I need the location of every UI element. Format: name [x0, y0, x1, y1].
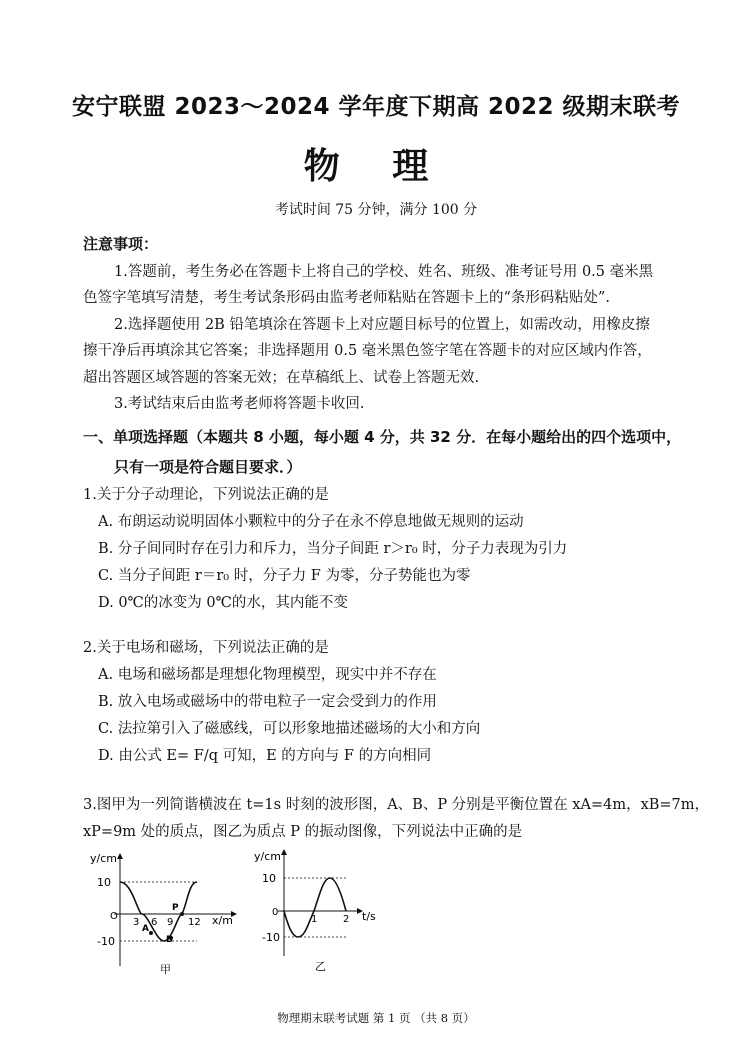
- wave-curve: [120, 882, 197, 941]
- point-a-label: A: [142, 924, 149, 934]
- notes-heading: 注意事项：: [83, 235, 159, 253]
- y-tick-max: 10: [262, 872, 276, 885]
- exam-title: 安宁联盟 2023～2024 学年度下期高 2022 级期末联考: [71, 94, 681, 120]
- exam-info: 考试时间 75 分钟，满分 100 分: [274, 202, 478, 218]
- note-item-2-line-3: 超出答题区域答题的答案无效；在草稿纸上、试卷上答题无效.: [83, 370, 480, 386]
- section-1-subheading: 只有一项是符合题目要求．）: [114, 458, 302, 476]
- figure-caption-jia: 甲: [160, 963, 171, 976]
- subject-title: 物 理: [303, 146, 449, 187]
- q1-option-c: C. 当分子间距 r＝r₀ 时，分子力 F 为零，分子势能也为零: [98, 568, 471, 584]
- q3-stem-line-2: xP=9m 处的质点，图乙为质点 P 的振动图像，下列说法中正确的是: [83, 824, 523, 840]
- point-a: [149, 931, 153, 935]
- y-tick-min: -10: [97, 935, 115, 948]
- q2-option-c: C. 法拉第引入了磁感线，可以形象地描述磁场的大小和方向: [98, 721, 481, 737]
- q1-option-d: D. 0℃的冰变为 0℃的水，其内能不变: [98, 595, 348, 611]
- y-axis-label: y/cm: [254, 850, 281, 863]
- y-tick-max: 10: [97, 876, 111, 889]
- point-p-label: P: [172, 903, 179, 913]
- x-tick-12: 12: [188, 917, 201, 928]
- q1-stem: 1.关于分子动理论，下列说法正确的是: [83, 487, 329, 503]
- figure-caption-yi: 乙: [315, 960, 326, 973]
- y-tick-min: -10: [262, 931, 280, 944]
- origin-label: O: [110, 911, 118, 922]
- x-tick-9: 9: [167, 917, 174, 928]
- t-tick-2: 2: [343, 914, 350, 925]
- note-item-2-line-1: 2.选择题使用 2B 铅笔填涂在答题卡上对应题目标号的位置上，如需改动，用橡皮擦: [114, 317, 650, 333]
- q3-stem-line-1: 3.图甲为一列简谐横波在 t=1s 时刻的波形图，A、B、P 分别是平衡位置在 xA=4m，xB=7m，: [83, 797, 710, 813]
- q1-option-b: B. 分子间同时存在引力和斥力，当分子间距 r＞r₀ 时，分子力表现为引力: [98, 541, 568, 557]
- q2-option-a: A. 电场和磁场都是理想化物理模型，现实中并不存在: [98, 667, 437, 683]
- q2-stem: 2.关于电场和磁场，下列说法正确的是: [83, 640, 329, 656]
- page-footer: 物理期末联考试题 第 1 页 （共 8 页）: [277, 1011, 475, 1025]
- note-item-1-line-1: 1.答题前，考生务必在答题卡上将自己的学校、姓名、班级、准考证号用 0.5 毫米黑: [114, 264, 654, 280]
- note-item-1-line-2: 色签字笔填写清楚，考生考试条形码由监考老师粘贴在答题卡上的“条形码粘贴处”.: [83, 290, 610, 306]
- y-axis-label: y/cm: [90, 852, 117, 865]
- origin-label: 0: [272, 907, 279, 918]
- q2-option-b: B. 放入电场或磁场中的带电粒子一定会受到力的作用: [98, 694, 437, 710]
- q1-option-a: A. 布朗运动说明固体小颗粒中的分子在永不停息地做无规则的运动: [98, 514, 524, 530]
- x-axis-label: x/m: [212, 914, 233, 927]
- section-1-heading: 一、单项选择题（本题共 8 小题，每小题 4 分，共 32 分．在每小题给出的四个选项中，: [83, 428, 682, 446]
- note-item-2-line-2: 擦干净后再填涂其它答案；非选择题用 0.5 毫米黑色签字笔在答题卡的对应区域内作答，: [83, 343, 652, 359]
- x-tick-3: 3: [133, 917, 140, 928]
- t-axis-label: t/s: [362, 910, 376, 923]
- vibration-curve: [284, 878, 346, 937]
- q2-option-d: D. 由公式 E= F/q 可知，E 的方向与 F 的方向相同: [98, 748, 432, 764]
- note-item-3: 3.考试结束后由监考老师将答题卡收回.: [114, 396, 365, 412]
- x-tick-6: 6: [151, 917, 158, 928]
- point-p: [180, 912, 184, 916]
- point-b-label: B: [166, 935, 173, 945]
- wave-figure-jia: [82, 848, 242, 978]
- t-tick-1: 1: [311, 914, 318, 925]
- vibration-figure-yi: [252, 844, 382, 974]
